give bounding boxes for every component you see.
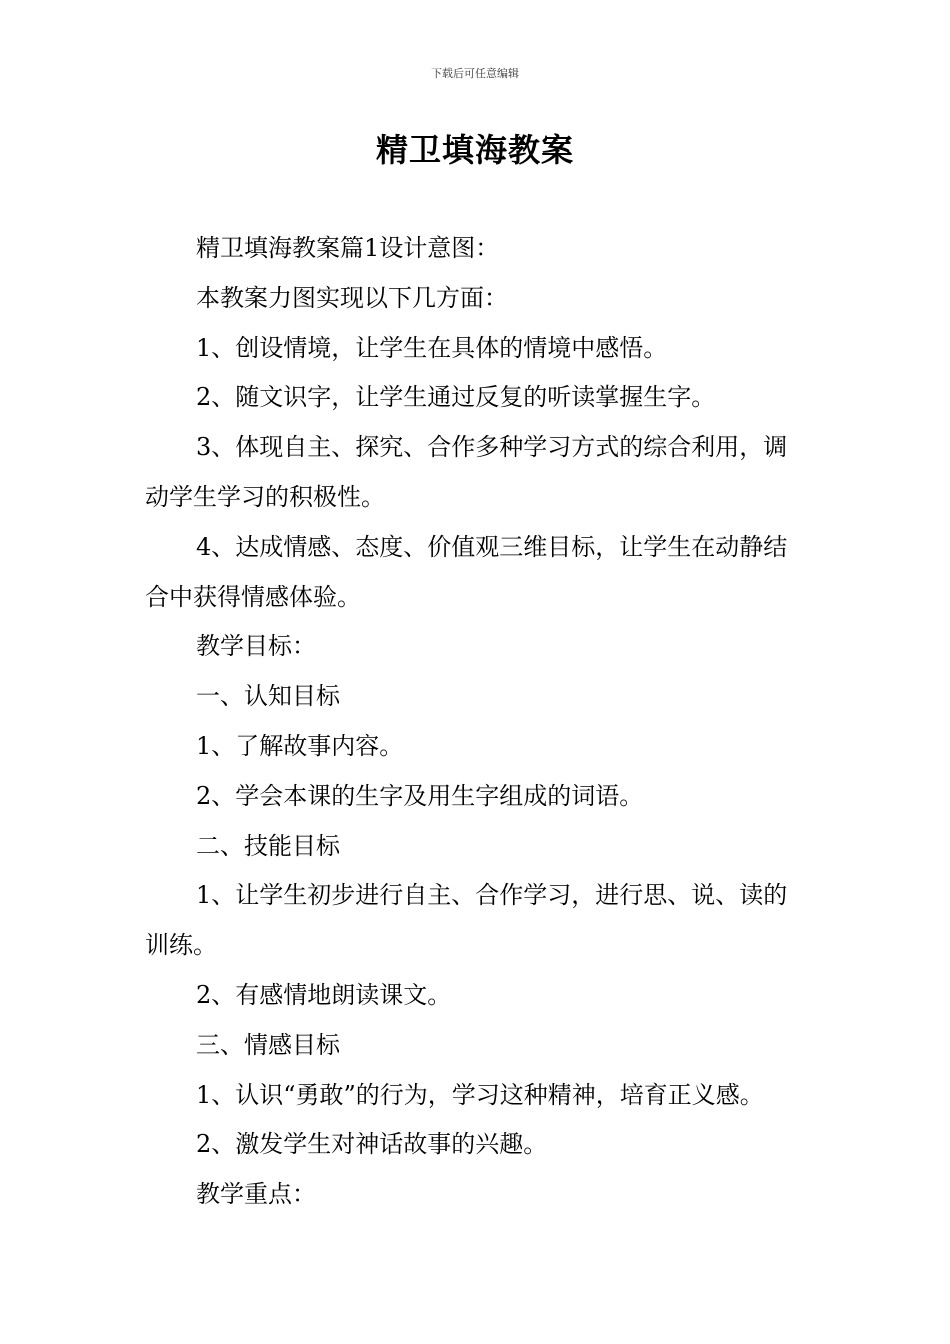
- paragraph: 本教案力图实现以下几方面：: [196, 283, 508, 312]
- paragraph: 教学目标：: [196, 632, 316, 661]
- paragraph: 3、体现自主、探究、合作多种学习方式的综合利用，调动学生学习的积极性。: [145, 433, 788, 511]
- header-note: 下载后可任意编辑: [431, 67, 519, 80]
- paragraph: 1、创设情境，让学生在具体的情境中感悟。: [196, 333, 668, 362]
- paragraph: 1、让学生初步进行自主、合作学习，进行思、说、读的训练。: [145, 881, 788, 960]
- document-title: 精卫填海教案: [375, 131, 574, 169]
- paragraph: 二、技能目标: [196, 831, 340, 860]
- paragraph: 精卫填海教案篇1设计意图：: [196, 234, 500, 262]
- paragraph: 2、激发学生对神话故事的兴趣。: [196, 1130, 548, 1159]
- paragraph: 1、了解故事内容。: [196, 731, 404, 760]
- paragraph: 1、认识“勇敢”的行为，学习这种精神，培育正义感。: [196, 1080, 764, 1109]
- paragraph: 2、学会本课的生字及用生字组成的词语。: [196, 781, 644, 810]
- paragraph: 4、达成情感、态度、价值观三维目标，让学生在动静结合中获得情感体验。: [145, 532, 788, 611]
- document-body: [145, 224, 810, 1220]
- paragraph: 一、认知目标: [196, 682, 340, 711]
- paragraph: 三、情感目标: [196, 1030, 340, 1059]
- paragraph: 2、有感情地朗读课文。: [196, 980, 452, 1009]
- paragraph: 教学重点：: [196, 1180, 316, 1209]
- paragraph: 2、随文识字，让学生通过反复的听读掌握生字。: [196, 383, 716, 412]
